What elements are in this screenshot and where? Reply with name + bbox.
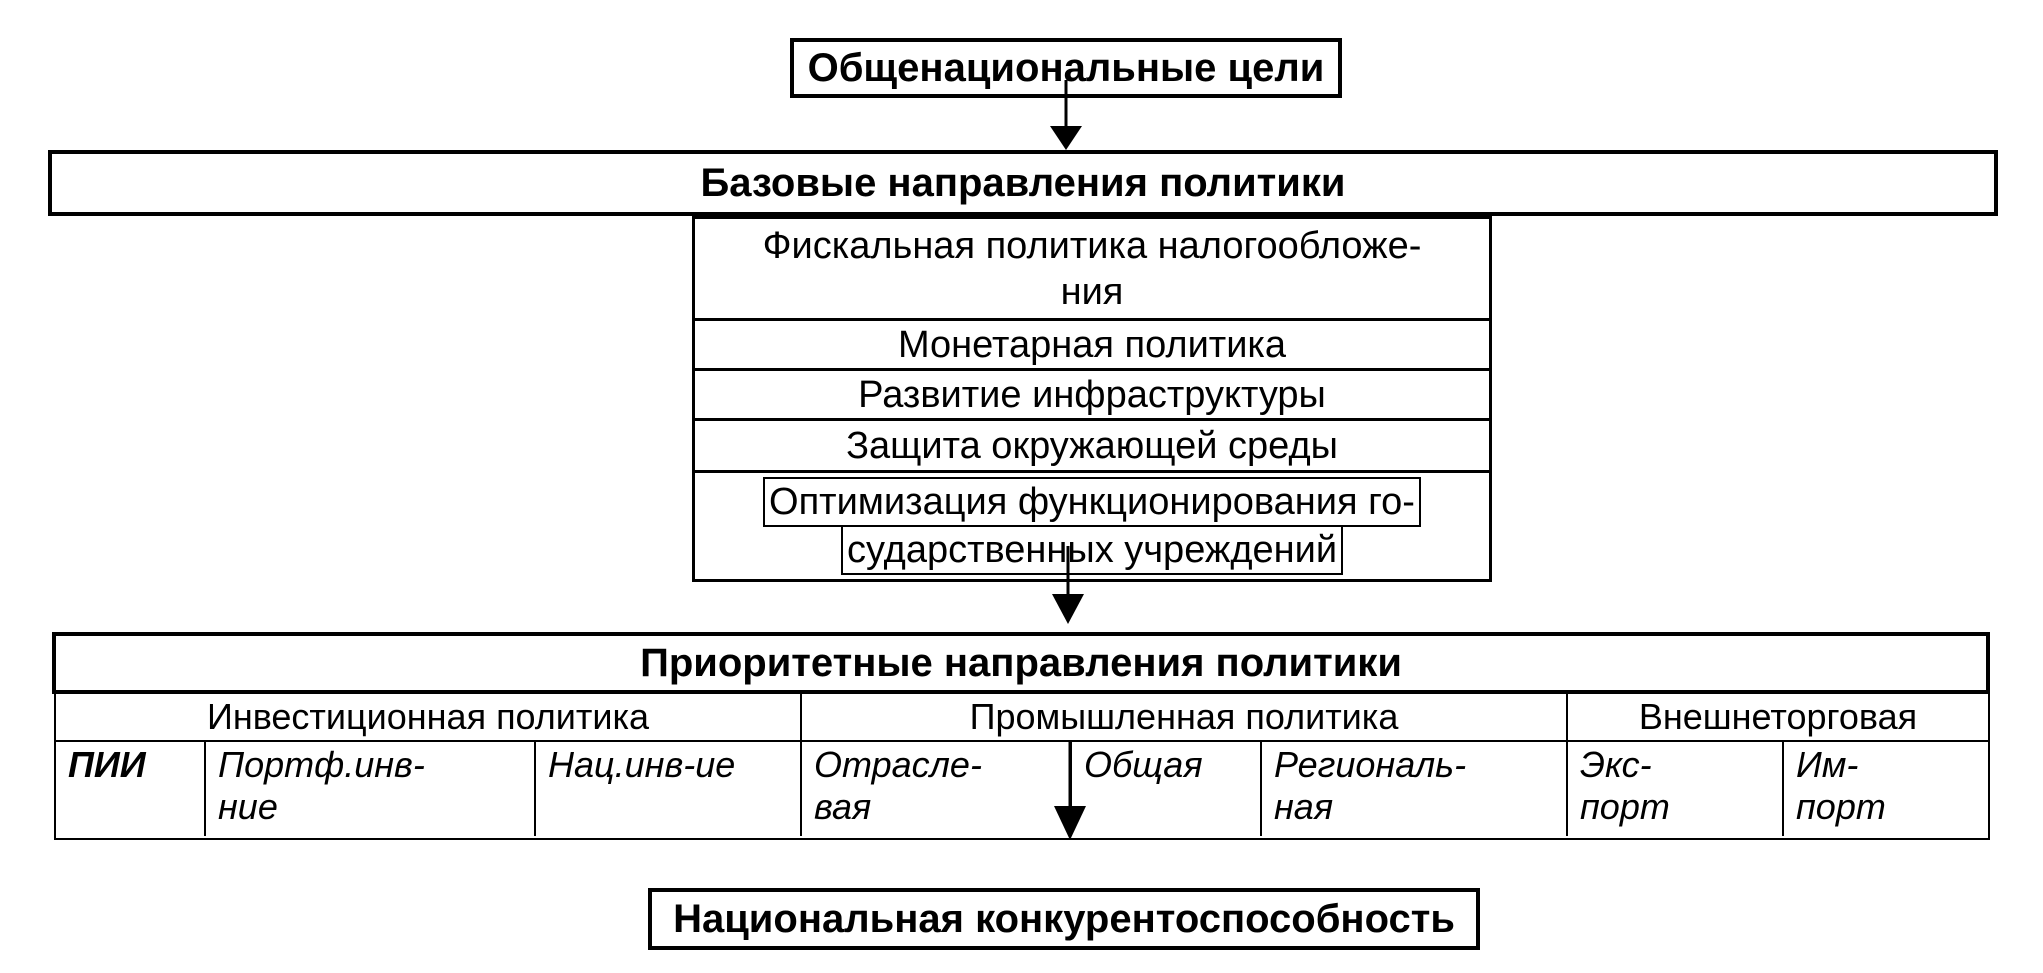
arrow-base-to-priority [1052,546,1084,624]
group-industrial-label: Промышленная политика [969,696,1399,737]
priority-directions-title: Приоритетные направления политики [640,640,1402,685]
cell-import-line1: Им- [1796,744,1859,785]
cell-import-line2: порт [1796,786,1886,827]
cell-national-investment-text: Нац.инв-ие [548,744,736,785]
base-directions-title: Базовые направления политики [700,160,1346,205]
base-item-infrastructure-label: Развитие инфраструктуры [858,373,1326,416]
base-item-optimization-line1: Оптимизация функционирования го- [763,477,1421,527]
base-item-fiscal-line2: ния [1060,270,1124,313]
arrow-goals-to-base [1050,80,1082,150]
base-item-monetary-label: Монетарная политика [897,323,1287,366]
cell-sectoral-line2: вая [814,786,872,827]
base-item-fiscal-line1: Фискальная политика налогообложе- [762,224,1422,267]
cell-regional-line2: ная [1274,786,1334,827]
cell-fdi-text: ПИИ [68,744,146,785]
group-foreign-trade-label: Внешнеторговая [1638,696,1918,737]
group-investment-label: Инвестиционная политика [206,696,650,737]
cell-regional-line1: Региональ- [1274,744,1467,785]
national-competitiveness-label: Национальная конкурентоспособность [673,896,1455,941]
arrow-priority-to-competitiveness [1054,740,1086,840]
base-item-environment-label: Защита окружающей среды [846,424,1338,467]
cell-sectoral-line1: Отрасле- [814,744,982,785]
cell-portfolio-line1: Портф.инв- [218,744,425,785]
cell-portfolio-line2: ние [218,786,278,827]
cell-export-line2: порт [1580,786,1670,827]
national-goals-label: Общенациональные цели [807,45,1325,90]
base-item-optimization-line2: сударственных учреждений [841,527,1343,575]
cell-export-line1: Экс- [1580,744,1652,785]
cell-general-text: Общая [1084,744,1203,785]
